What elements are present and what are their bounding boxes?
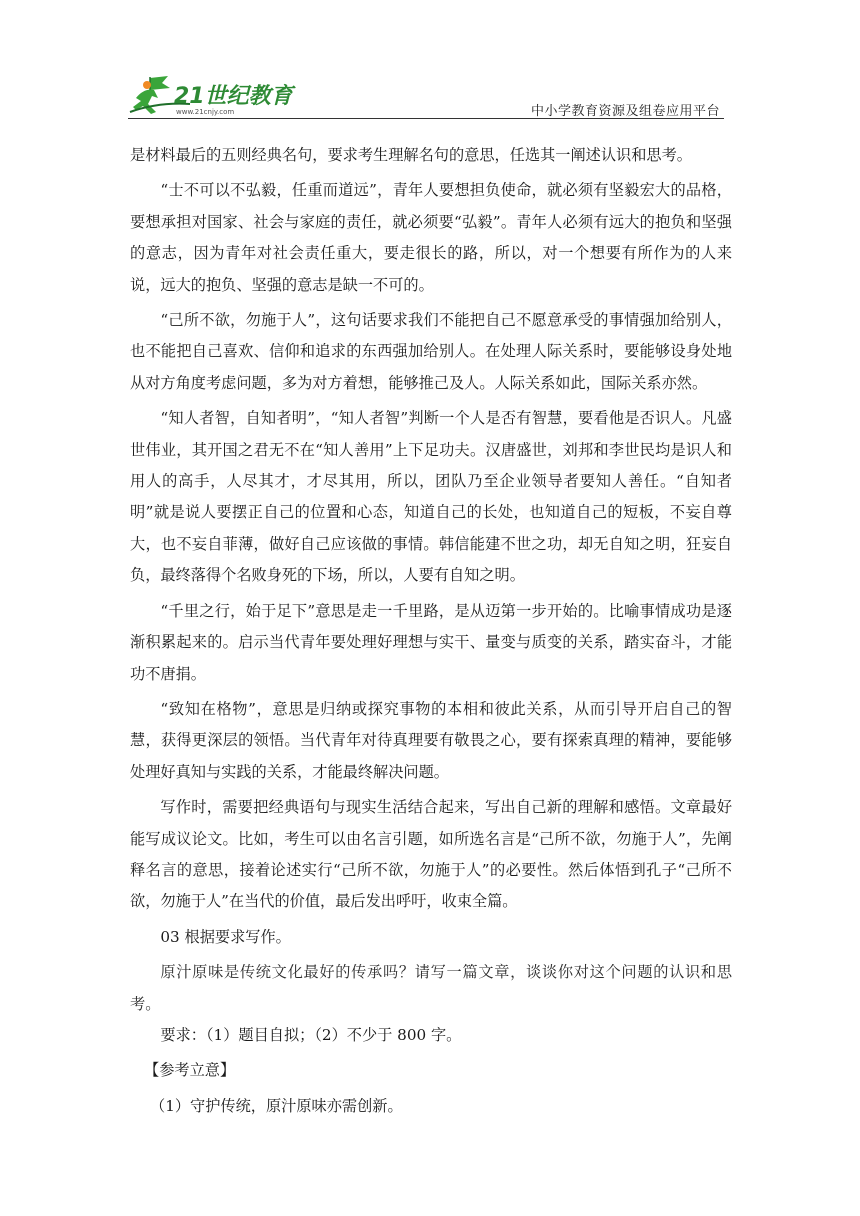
- paragraph: 写作时，需要把经典语句与现实生活结合起来，写出自己新的理解和感悟。文章最好能写成议论文。比如，考生可以由名言引题，如所选名言是“己所不欲，勿施于人”，先阐释名言的意思，接着论述实行“己所不欲，勿施于人”的必要性。然后体悟到孔子“己所不欲，勿施于人”在当代的价值，最后发出呼吁，收束全篇。: [130, 798, 732, 911]
- page-header: [128, 74, 724, 118]
- paragraph: 是材料最后的五则经典名句，要求考生理解名句的意思，任选其一阐述认识和思考。: [130, 146, 692, 164]
- reference-label: 【参考立意】: [144, 1061, 236, 1080]
- question-heading: 03 根据要求写作。: [160, 927, 291, 946]
- runner-logo-icon: [128, 74, 298, 118]
- reference-point: （1）守护传统，原汁原味亦需创新。: [150, 1096, 403, 1115]
- question-prompt: 原汁原味是传统文化最好的传承吗？请写一篇文章，谈谈你对这个问题的认识和思考。: [130, 963, 732, 1013]
- logo-text: 21世纪教育: [174, 84, 293, 109]
- logo: [128, 74, 298, 118]
- logo-url-text: www.21cnjy.com: [176, 108, 235, 116]
- document-body: [130, 140, 732, 1122]
- site-name: 中小学教育资源及组卷应用平台: [530, 104, 720, 119]
- paragraph: “己所不欲，勿施于人”，这句话要求我们不能把自己不愿意承受的事情强加给别人，也不能把自己喜欢、信仰和追求的东西强加给别人。在处理人际关系时，要能够设身处地从对方角度考虑问题，多为对方着想，能够推己及人。人际关系如此，国际关系亦然。: [130, 311, 732, 392]
- question-requirements: 要求：（1）题目自拟；（2）不少于 800 字。: [160, 1025, 462, 1044]
- header-divider: [128, 118, 724, 119]
- paragraph: “千里之行，始于足下”意思是走一千里路，是从迈第一步开始的。比喻事情成功是逐渐积累起来的。启示当代青年要处理好理想与实干、量变与质变的关系，踏实奋斗，才能功不唐捐。: [130, 601, 732, 683]
- paragraph: “致知在格物”，意思是归纳或探究事物的本相和彼此关系，从而引导开启自己的智慧，获得更深层的领悟。当代青年对待真理要有敬畏之心，要有探索真理的精神，要能够处理好真知与实践的关系，才能最终解决问题。: [130, 699, 732, 781]
- paragraph: “士不可以不弘毅，任重而道远”，青年人要想担负使命，就必须有坚毅宏大的品格，要想承担对国家、社会与家庭的责任，就必须要“弘毅”。青年人必须有远大的抱负和坚强的意志，因为青年对社会责任重大，要走很长的路，所以，对一个想要有所作为的人来说，远大的抱负、坚强的意志是缺一不可的。: [130, 181, 732, 294]
- paragraph: “知人者智，自知者明”，“知人者智”判断一个人是否有智慧，要看他是否识人。凡盛世伟业，其开国之君无不在“知人善用”上下足功夫。汉唐盛世，刘邦和李世民均是识人和用人的高手，人尽其才，才尽其用，所以，团队乃至企业领导者要知人善任。“自知者明”就是说人要摆正自己的位置和心态，知道自己的长处，也知道自己的短板，不妄自尊大，也不妄自菲薄，做好自己应该做的事情。韩信能建不世之功，却无自知之明，狂妄自负，最终落得个名败身死的下场，所以，人要有自知之明。: [130, 409, 732, 585]
